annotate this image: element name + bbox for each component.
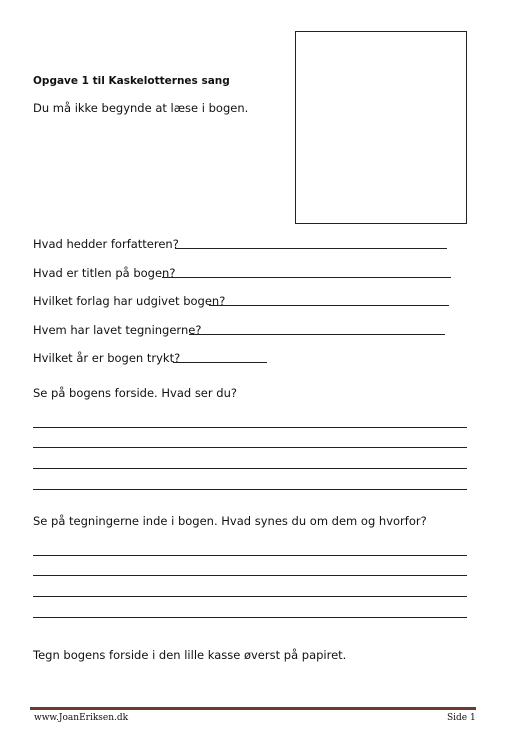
worksheet-title: Opgave 1 til Kaskelotternes sang bbox=[33, 75, 230, 87]
instruction-draw-cover: Tegn bogens forside i den lille kasse øverst på papiret. bbox=[33, 648, 347, 662]
writing-line-cover bbox=[33, 427, 467, 428]
prompt-drawings: Se på tegningerne inde i bogen. Hvad synes du om dem og hvorfor? bbox=[33, 514, 427, 528]
question-author: Hvad hedder forfatteren? bbox=[33, 237, 179, 251]
question-publisher: Hvilket forlag har udgivet bogen? bbox=[33, 294, 226, 308]
writing-line-drawings bbox=[33, 575, 467, 576]
prompt-cover: Se på bogens forside. Hvad ser du? bbox=[33, 386, 237, 400]
answer-line-publisher bbox=[209, 305, 449, 306]
writing-line-cover bbox=[33, 468, 467, 469]
writing-line-cover bbox=[33, 447, 467, 448]
cover-drawing-box bbox=[295, 31, 467, 224]
writing-line-drawings bbox=[33, 617, 467, 618]
writing-line-drawings bbox=[33, 555, 467, 556]
answer-line-illustrator bbox=[189, 334, 445, 335]
footer-rule bbox=[30, 707, 476, 710]
answer-line-author bbox=[175, 248, 447, 249]
answer-line-title bbox=[162, 277, 451, 278]
answer-line-year bbox=[173, 362, 267, 363]
footer-website: www.JoanEriksen.dk bbox=[34, 713, 129, 723]
question-title: Hvad er titlen på bogen? bbox=[33, 266, 176, 280]
question-year: Hvilket år er bogen trykt? bbox=[33, 351, 181, 365]
question-illustrator: Hvem har lavet tegningerne? bbox=[33, 323, 202, 337]
footer-page-number: Side 1 bbox=[447, 713, 476, 723]
intro-instruction: Du må ikke begynde at læse i bogen. bbox=[33, 101, 249, 115]
writing-line-cover bbox=[33, 489, 467, 490]
writing-line-drawings bbox=[33, 596, 467, 597]
